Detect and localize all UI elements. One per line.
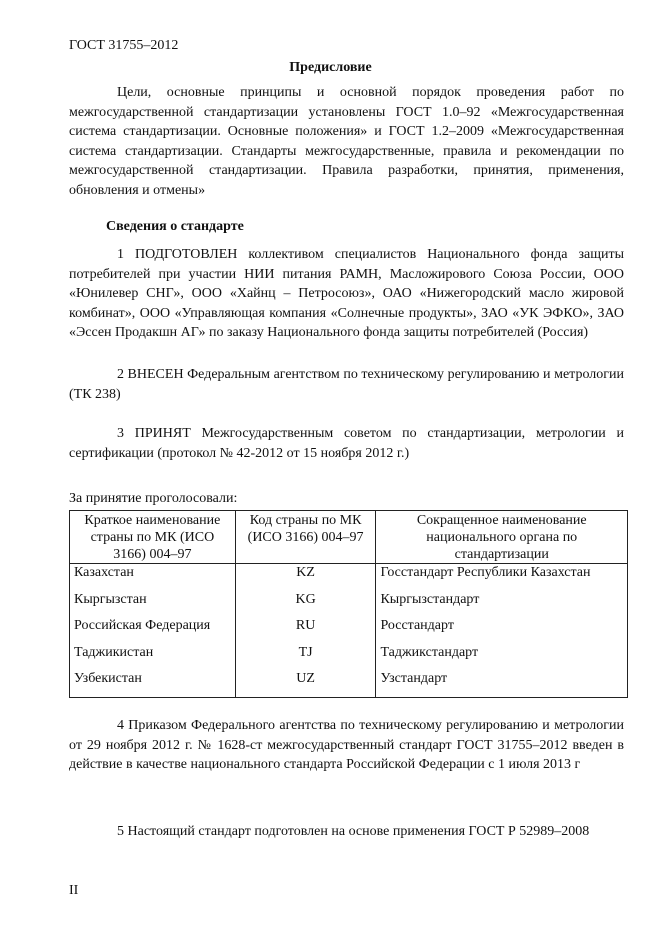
table-row	[70, 564, 628, 591]
table-header-row	[70, 511, 628, 564]
voting-table	[69, 510, 628, 698]
page-number: II	[69, 883, 79, 898]
standards-body-cell: Кыргызстандарт	[376, 591, 628, 618]
country-name-cell: Узбекистан	[70, 670, 236, 697]
document-code-header: ГОСТ 31755–2012	[69, 38, 179, 53]
foreword-paragraph: Цели, основные принципы и основной порядок проведения работ по межгосударственной стандартизации установлены ГОСТ 1.0–92 «Межгосударственная система стандартизации. Основные положения» и ГОСТ 1.2–2009 «Межгосударственная система стандартизации. Стандарты межгосударственные, правила и рекомендации по межгосударственной стандартизации. Правила разработки, принятия, применения, обновления и отмены»	[69, 85, 624, 198]
info-item-4: 4 Приказом Федерального агентства по техническому регулированию и метрологии от 29 ноября 2012 г. № 1628-ст межгосударственный стандарт ГОСТ 31755–2012 введен в действие в качестве национального стандарта Российской Федерации с 1 июля 2013 г	[69, 718, 624, 772]
country-code-cell: RU	[235, 617, 376, 644]
country-code-cell: UZ	[235, 670, 376, 697]
table-row	[70, 670, 628, 697]
info-item-2: 2 ВНЕСЕН Федеральным агентством по техническому регулированию и метрологии (ТК 238)	[69, 367, 624, 402]
table-row	[70, 644, 628, 671]
country-name-cell: Российская Федерация	[70, 617, 236, 644]
country-name-cell: Кыргызстан	[70, 591, 236, 618]
country-name-cell: Казахстан	[70, 564, 236, 591]
country-code-cell: KG	[235, 591, 376, 618]
standards-body-cell: Госстандарт Республики Казахстан	[376, 564, 628, 591]
table-row	[70, 591, 628, 618]
vote-label: За принятие проголосовали:	[69, 491, 238, 506]
standards-body-cell: Таджикстандарт	[376, 644, 628, 671]
standard-info-title: Сведения о стандарте	[106, 219, 244, 234]
country-code-cell: KZ	[235, 564, 376, 591]
header-standards-body: Сокращенное наименование национального органа по стандартизации	[376, 511, 628, 564]
info-item-5: 5 Настоящий стандарт подготовлен на основе применения ГОСТ Р 52989–2008	[117, 824, 590, 839]
foreword-title: Предисловие	[289, 60, 372, 75]
country-code-cell: TJ	[235, 644, 376, 671]
header-country-name: Краткое наименование страны по МК (ИСО 3166) 004–97	[70, 511, 236, 564]
info-item-1: 1 ПОДГОТОВЛЕН коллективом специалистов Национального фонда защиты потребителей при участии НИИ питания РАМН, Масложирового Союза России, ООО «Юнилевер СНГ», ООО «Хайнц – Петросоюз», ОАО «Нижегородский масло жировой комбинат», ООО «Управляющая компания «Солнечные продукты», ЗАО «УК ЭФКО», ЗАО «Эссен Продакшн АГ» по заказу Национального фонда защиты потребителей (Россия)	[69, 247, 624, 340]
country-name-cell: Таджикистан	[70, 644, 236, 671]
table-row	[70, 617, 628, 644]
info-item-3: 3 ПРИНЯТ Межгосударственным советом по стандартизации, метрологии и сертификации (протокол № 42-2012 от 15 ноября 2012 г.)	[69, 426, 624, 461]
standards-body-cell: Узстандарт	[376, 670, 628, 697]
header-country-code: Код страны по МК (ИСО 3166) 004–97	[235, 511, 376, 564]
standards-body-cell: Росстандарт	[376, 617, 628, 644]
